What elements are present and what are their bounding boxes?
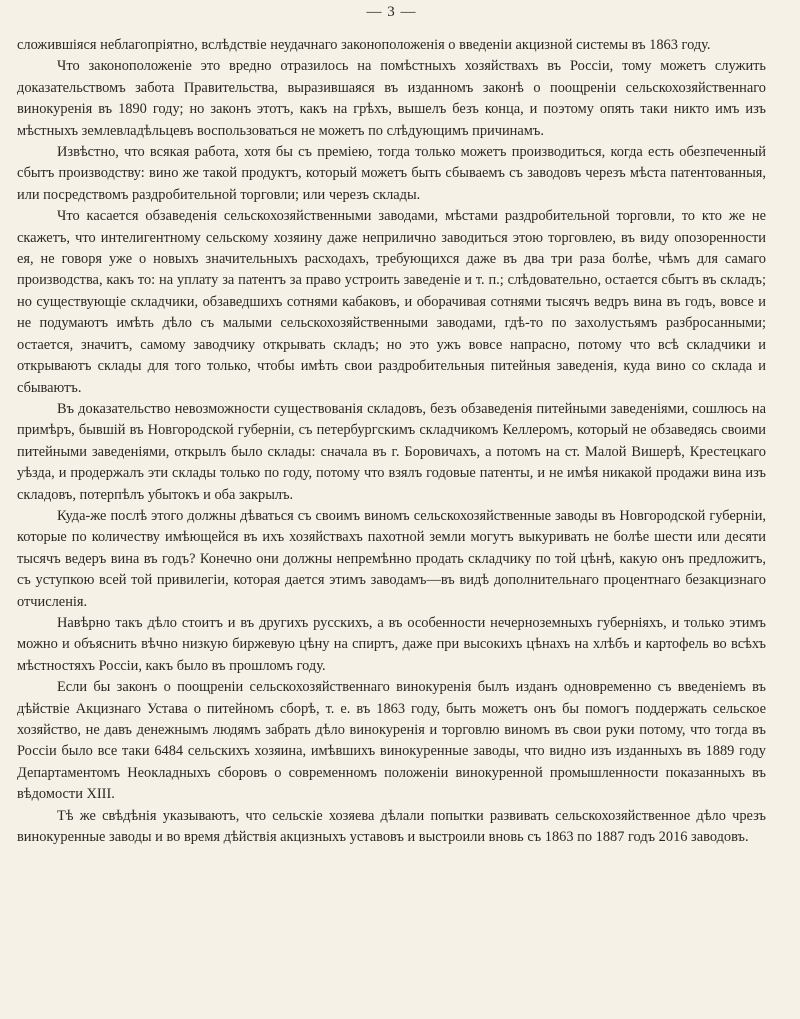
paragraph-4: Что касается обзаведенія сельскохозяйственными заводами, мѣстами раздробительной торговли, то кто же не скажетъ, что интелигентному сельскому хозяину даже неприлично заводиться этою торговлею, въ виду опозоренности ея, не говоря уже о новыхъ значительныхъ расходахъ, требующихся даже въ два три раза болѣе, чѣмъ для самаго производства, какъ то: на уплату за патентъ за право устроить заведеніе и т. п.; слѣдовательно, остается сбытъ въ складъ; но существующіе складчики, обзаведшихъ сотнями кабаковъ, и оборачивая сотнями тысячъ ведръ вина въ годъ, вовсе и не подумаютъ имѣть дѣло съ малыми сельскохозяйственными заводами, гдѣ-то по захолустьямъ разбросанными; остается, значитъ, самому заводчику открывать складъ; но это ужъ вовсе напрасно, потому что всѣ складчики и открываютъ склады для того только, чтобы имѣть свои раздробительныя питейныя заведенія, куда вино со склада и сбываютъ. bbox=[17, 208, 766, 396]
paragraph-6: Куда-же послѣ этого должны дѣваться съ своимъ виномъ сельскохозяйственные заводы въ Новгородской губерніи, которые по количеству имѣющейся въ ихъ хозяйствахъ пахотной земли могутъ выкуривать не болѣе шести или десяти тысячъ ведеръ вина въ годъ? Конечно они должны непремѣнно продать складчику по той цѣнѣ, какую онъ предложитъ, съ уступкою всей той привилегіи, которая дается этимъ заводамъ—въ видѣ дополнительнаго процентнаго безакцизнаго отчисленія. bbox=[17, 507, 766, 610]
paragraph-3: Извѣстно, что всякая работа, хотя бы съ преміею, тогда только можетъ производиться, когда есть обезпеченный сбытъ производству: вино же такой продуктъ, который можетъ быть сбываемъ съ заводовъ черезъ мѣста патентованныя, или посредствомъ раздробительной торговли; или черезъ склады. bbox=[17, 144, 766, 203]
paragraph-2: Что законоположеніе это вредно отразилось на помѣстныхъ хозяйствахъ въ Россіи, тому можетъ служить доказательствомъ забота Правительства, выразившаяся въ изданномъ законѣ о поощреніи сельскохозяйственнаго винокуренія въ 1890 году; но законъ этотъ, какъ на грѣхъ, вышелъ безъ конца, и поэтому опять таки никто имъ изъ мѣстныхъ землевладѣльцевъ воспользоваться не можетъ по слѣдующимъ причинамъ. bbox=[17, 58, 766, 139]
paragraph-1: сложившіяся неблагопріятно, вслѣдствіе неудачнаго законоположенія о введеніи акцизной системы въ 1863 году. bbox=[17, 37, 711, 53]
paragraph-9: Тѣ же свѣдѣнія указываютъ, что сельскіе хозяева дѣлали попытки развивать сельскохозяйственное дѣло чрезъ винокуренные заводы и во время дѣйствія акцизныхъ уставовъ и выстроили вновь съ 1863 по 1887 годъ 2016 заводовъ. bbox=[17, 807, 766, 846]
paragraph-5: Въ доказательство невозможности существованія складовъ, безъ обзаведенія питейными заведеніями, сошлюсь на примѣръ, бывшій въ Новгородской губерніи, съ петербургскимъ складчикомъ Келлеромъ, который не обзаведясь своими питейными заведеніями, открылъ было склады: сначала въ г. Боровичахъ, а потомъ на ст. Малой Вишерѣ, Крестецкаго уѣзда, и продержалъ эти склады только по году, потому что взялъ годовые патенты, и не имѣя никакой продажи вина изъ складовъ, потерпѣлъ убытокъ и оба закрылъ. bbox=[17, 400, 766, 503]
paragraph-8: Если бы законъ о поощреніи сельскохозяйственнаго винокуренія былъ изданъ одновременно съ введеніемъ въ дѣйствіе Акцизнаго Устава о питейномъ сборѣ, т. е. въ 1863 году, быть можетъ онъ бы помогъ поддержать сельское хозяйство, не давъ денежнымъ людямъ забрать дѣло винокуренія и торговлю виномъ въ свои руки потому, что тогда въ Россіи было все таки 6484 сельскихъ хозяина, имѣвшихъ винокуренные заводы, что видно изъ изданныхъ въ 1889 году Департаментомъ Неокладныхъ сборовъ о современномъ положеніи винокуренной промышленности показанныхъ въ вѣдомости XIII. bbox=[17, 679, 766, 803]
page-number: — 3 — bbox=[366, 4, 417, 20]
paragraph-7: Навѣрно такъ дѣло стоитъ и въ другихъ русскихъ, а въ особенности нечерноземныхъ губерніяхъ, и только этимъ можно и объяснить вѣчно низкую биржевую цѣну на спиртъ, даже при высокихъ цѣнахъ на хлѣбъ и картофель во всѣхъ мѣстностяхъ Россіи, какъ было въ прошломъ году. bbox=[17, 614, 766, 674]
body-text bbox=[17, 35, 766, 848]
